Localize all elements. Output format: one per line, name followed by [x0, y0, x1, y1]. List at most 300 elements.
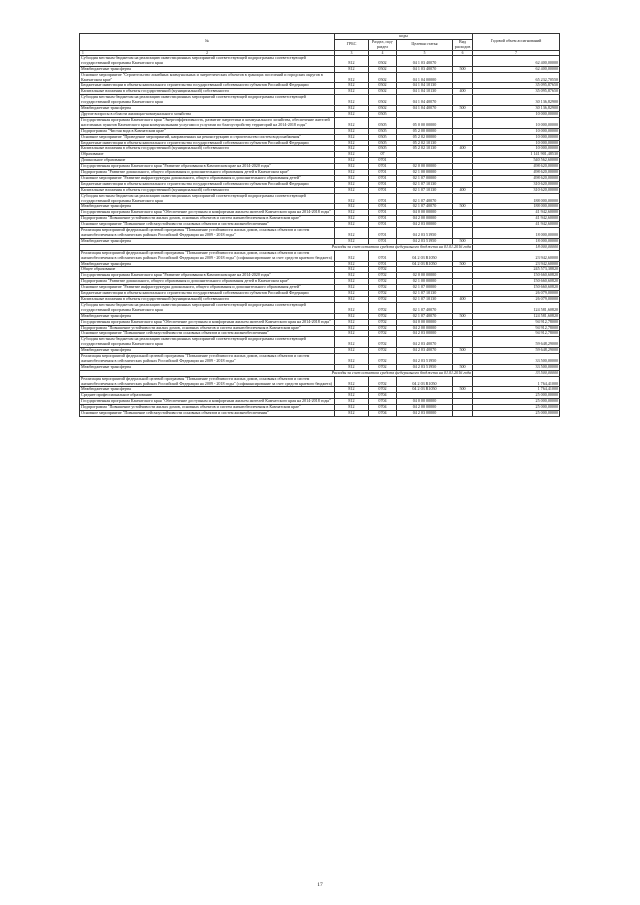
row-sum: 41 942,60000 [473, 216, 560, 222]
row-grbs: 812 [335, 175, 369, 181]
row-rzpr: 0702 [369, 387, 397, 393]
note-sum: 33 500,00000 [473, 370, 560, 376]
row-name: Основное мероприятие "Строительство линейных коммунальных и энергетических объектов в границах поселений и городских округов в Камчатском крае" [80, 72, 335, 83]
colnum-4: 4 [369, 50, 397, 55]
row-rzpr: 0702 [369, 364, 397, 370]
row-rzpr: 0702 [369, 302, 397, 313]
row-csr: 04 1 04 10130 [397, 83, 453, 89]
row-sum: 25 000,00000 [473, 393, 560, 399]
row-grbs: 812 [335, 313, 369, 319]
table-row [80, 55, 560, 66]
row-csr: 04 2 00 00000 [397, 216, 453, 222]
row-name: Основное мероприятие "Повышение сейсмоустойчивости основных объектов и систем жизнеобеспечения" [80, 222, 335, 228]
row-name: Капитальные вложения в объекты государственной (муниципальной) собственности [80, 89, 335, 95]
row-csr: 04 2 00 00000 [397, 325, 453, 331]
row-sum: 498 620,00000 [473, 170, 560, 176]
row-vr: 500 [453, 204, 473, 210]
row-name: Субсидия местным бюджетам на реализацию инвестиционных мероприятий соответствующей подпрограммы соответствующей государственной программы Камчатского края [80, 302, 335, 313]
row-csr: 04 0 00 00000 [397, 319, 453, 325]
row-rzpr: 0704 [369, 411, 397, 417]
row-grbs: 812 [335, 319, 369, 325]
row-sum: 94 912,78000 [473, 319, 560, 325]
row-grbs: 812 [335, 291, 369, 297]
table-row [80, 193, 560, 204]
row-vr: 500 [453, 364, 473, 370]
row-name: Бюджетные инвестиции в объекты капитального строительства государственной собственности субъектов Российской Федерации [80, 291, 335, 297]
row-csr: 04 0 00 00000 [397, 399, 453, 405]
row-name: Основное мероприятие "Развитие инфраструктуры дошкольного, общего образования и дополнительного образования детей" [80, 285, 335, 291]
budget-table [79, 33, 560, 417]
row-rzpr: 0701 [369, 210, 397, 216]
row-grbs: 812 [335, 66, 369, 72]
row-vr: 500 [453, 238, 473, 244]
table-row [80, 337, 560, 348]
row-csr: 04 2 03 R1050 [397, 250, 453, 261]
row-csr: 04 2 03 51950 [397, 238, 453, 244]
row-name: Подпрограмма "Чистая вода в Камчатском крае" [80, 128, 335, 134]
row-name: Межбюджетные трансферты [80, 66, 335, 72]
row-sum: 59 648,29000 [473, 337, 560, 348]
row-csr: 04 2 03 00000 [397, 331, 453, 337]
row-sum: 150 660,60820 [473, 279, 560, 285]
row-csr: 04 2 03 00000 [397, 222, 453, 228]
row-csr: 04 2 03 40070 [397, 348, 453, 354]
row-sum: 23 942,60000 [473, 261, 560, 267]
row-rzpr: 0702 [369, 354, 397, 365]
colnum-1-2 [80, 50, 335, 55]
row-vr: 500 [453, 66, 473, 72]
row-csr: 02 1 00 00000 [397, 170, 453, 176]
row-csr: 02 1 07 10130 [397, 181, 453, 187]
row-grbs: 812 [335, 89, 369, 95]
row-name: Реализация мероприятий федеральной целевой программы "Повышение устойчивости жилых домов, основных объектов и систем жизнеобеспечения в сейсмических районах Российской Федерации на 2009 - 2018 годы" [80, 228, 335, 239]
row-name: Субсидия местным бюджетам на реализацию инвестиционных мероприятий соответствующей подпрограммы соответствующей государственной программы Камчатского края [80, 55, 335, 66]
row-sum: 23 942,60000 [473, 250, 560, 261]
row-rzpr: 0702 [369, 279, 397, 285]
row-rzpr: 0702 [369, 331, 397, 337]
row-sum: 25 000,00000 [473, 399, 560, 405]
row-vr [453, 337, 473, 348]
row-grbs: 812 [335, 128, 369, 134]
row-csr: 05 2 02 00000 [397, 134, 453, 140]
row-name: Бюджетные инвестиции в объекты капитального строительства государственной собственности субъектов Российской Федерации [80, 140, 335, 146]
row-vr: 400 [453, 89, 473, 95]
row-grbs: 812 [335, 238, 369, 244]
row-rzpr: 0702 [369, 325, 397, 331]
row-name: Государственная программа Камчатского края "Обеспечение доступным и комфортным жильем жителей Камчатского края на 2014-2018 годы" [80, 399, 335, 405]
row-csr: 02 1 07 00000 [397, 175, 453, 181]
row-sum: 30 136,82900 [473, 106, 560, 112]
row-vr [453, 376, 473, 387]
row-rzpr: 0502 [369, 95, 397, 106]
row-grbs: 812 [335, 337, 369, 348]
row-name: Реализация мероприятий федеральной целевой программы "Повышение устойчивости жилых домов, основных объектов и систем жизнеобеспечения в сейсмических районах Российской Федерации на 2009 - 2018 годы" [80, 354, 335, 365]
row-rzpr: 0704 [369, 399, 397, 405]
row-rzpr: 0702 [369, 313, 397, 319]
row-name: Межбюджетные трансферты [80, 387, 335, 393]
row-csr: 02 1 07 10130 [397, 187, 453, 193]
note-sum: 18 000,00000 [473, 244, 560, 250]
row-name: Межбюджетные трансферты [80, 364, 335, 370]
row-rzpr: 0701 [369, 222, 397, 228]
row-vr: 500 [453, 106, 473, 112]
row-vr: 400 [453, 296, 473, 302]
row-csr: 04 1 03 40070 [397, 66, 453, 72]
row-sum: 18 000,00000 [473, 228, 560, 239]
header-rzpr: Раздел, под-раздел [369, 39, 397, 50]
row-csr: 04 2 03 40070 [397, 337, 453, 348]
row-sum: 150 660,60820 [473, 273, 560, 279]
row-grbs: 812 [335, 228, 369, 239]
row-csr: 04 1 04 40070 [397, 106, 453, 112]
header-no: № [80, 34, 335, 51]
row-grbs: 812 [335, 146, 369, 152]
row-sum: 62 400,00000 [473, 55, 560, 66]
row-name: Реализация мероприятий федеральной целевой программы "Повышение устойчивости жилых домов, основных объектов и систем жизнеобеспечения в сейсмических районах Российской Федерации на 2009 - 2018 годы" (софинансирование за счет средств краевого бюджета) [80, 250, 335, 261]
row-name: Основное мероприятие "Повышение сейсмоустойчивости основных объектов и систем жизнеобеспечения" [80, 411, 335, 417]
row-csr: 02 1 07 40070 [397, 193, 453, 204]
row-rzpr: 0701 [369, 261, 397, 267]
row-vr [453, 411, 473, 417]
row-vr: 500 [453, 313, 473, 319]
row-name: Подпрограмма "Повышение устойчивости жилых домов, основных объектов и систем жизнеобеспечения в Камчатском крае" [80, 405, 335, 411]
row-sum: 310 620,00000 [473, 187, 560, 193]
row-csr: 02 1 07 40070 [397, 204, 453, 210]
row-name: Государственная программа Камчатского края "Обеспечение доступным и комфортным жильем жителей Камчатского края на 2014-2018 годы" [80, 319, 335, 325]
table-row [80, 302, 560, 313]
row-csr: 04 0 00 00000 [397, 210, 453, 216]
row-rzpr: 0702 [369, 348, 397, 354]
row-name: Государственная программа Камчатского края "Энергоэффективность, развитие энергетики и коммунального хозяйства, обеспечение жителей населенных пунктов Камчатского края коммунальными услугами и услугами по благоустройству территорий на 2014-2018 годы" [80, 117, 335, 128]
table-body [80, 55, 560, 416]
row-sum: 10 000,00000 [473, 117, 560, 128]
row-csr: 04 2 03 51950 [397, 354, 453, 365]
row-grbs: 812 [335, 170, 369, 176]
colnum-5: 5 [397, 50, 453, 55]
row-vr: 400 [453, 187, 473, 193]
row-grbs: 812 [335, 399, 369, 405]
row-grbs: 812 [335, 267, 369, 273]
row-sum: 26 079,00000 [473, 296, 560, 302]
colnum-6: 6 [453, 50, 473, 55]
row-grbs: 812 [335, 273, 369, 279]
row-rzpr: 0701 [369, 158, 397, 164]
row-name: Подпрограмма "Развитие дошкольного, общего образования и дополнительного образования детей в Камчатском крае" [80, 170, 335, 176]
note-text: Расходы за счет остатков средств федерального бюджета на 01.01.2016 года [80, 370, 473, 376]
row-csr: 04 2 03 51950 [397, 364, 453, 370]
row-name: Бюджетные инвестиции в объекты капитального строительства государственной собственности субъектов Российской Федерации [80, 181, 335, 187]
row-rzpr: 0701 [369, 228, 397, 239]
row-grbs: 812 [335, 393, 369, 399]
row-csr: 04 2 03 R1050 [397, 376, 453, 387]
header-csr: Целевая статья [397, 39, 453, 50]
row-grbs: 812 [335, 302, 369, 313]
table-row [80, 250, 560, 261]
row-name: Межбюджетные трансферты [80, 238, 335, 244]
row-name: Основное мероприятие "Проведение мероприятий, направленных на реконструкцию и строительство систем водоснабжения" [80, 134, 335, 140]
row-sum: 25 000,00000 [473, 411, 560, 417]
row-sum: 540 562,60000 [473, 158, 560, 164]
row-name: Образование [80, 152, 335, 158]
row-vr [453, 55, 473, 66]
row-vr: 500 [453, 387, 473, 393]
row-sum: 498 620,00000 [473, 175, 560, 181]
row-name: Капитальные вложения в объекты государственной (муниципальной) собственности [80, 296, 335, 302]
row-sum: 10 000,00000 [473, 128, 560, 134]
row-csr: 04 2 03 51950 [397, 228, 453, 239]
row-csr: 04 2 03 00000 [397, 411, 453, 417]
header-codes: коды [335, 34, 473, 40]
row-grbs: 812 [335, 152, 369, 158]
row-rzpr: 0502 [369, 55, 397, 66]
row-sum: 35 095,87650 [473, 83, 560, 89]
row-rzpr: 0701 [369, 164, 397, 170]
row-name: Межбюджетные трансферты [80, 204, 335, 210]
row-rzpr: 0502 [369, 66, 397, 72]
row-name: Реализация мероприятий федеральной целевой программы "Повышение устойчивости жилых домов, основных объектов и систем жизнеобеспечения в сейсмических районах Российской Федерации на 2009 - 2018 годы" (софинансирование за счет средств краевого бюджета) [80, 376, 335, 387]
row-sum: 498 620,00000 [473, 164, 560, 170]
row-rzpr: 0702 [369, 319, 397, 325]
row-grbs: 812 [335, 83, 369, 89]
row-csr: 04 1 04 40070 [397, 95, 453, 106]
row-rzpr: 0502 [369, 106, 397, 112]
header-row-1 [80, 34, 560, 40]
row-name: Субсидия местным бюджетам на реализацию инвестиционных мероприятий соответствующей подпрограммы соответствующей государственной программы Камчатского края [80, 337, 335, 348]
row-vr [453, 250, 473, 261]
row-grbs: 812 [335, 405, 369, 411]
row-vr [453, 228, 473, 239]
row-csr: 04 2 03 R1050 [397, 387, 453, 393]
row-name: Капитальные вложения в объекты государственной (муниципальной) собственности [80, 146, 335, 152]
row-csr: 02 1 07 10130 [397, 291, 453, 297]
row-name: Дошкольное образование [80, 158, 335, 164]
row-rzpr: 0502 [369, 89, 397, 95]
row-vr [453, 72, 473, 83]
row-name: Капитальные вложения в объекты государственной (муниципальной) собственности [80, 187, 335, 193]
row-sum: 26 079,00000 [473, 291, 560, 297]
row-grbs: 812 [335, 193, 369, 204]
row-grbs: 812 [335, 140, 369, 146]
row-grbs: 812 [335, 210, 369, 216]
row-sum: 1 764,41000 [473, 387, 560, 393]
table-row [80, 228, 560, 239]
row-grbs: 812 [335, 285, 369, 291]
row-csr: 04 1 03 40070 [397, 55, 453, 66]
row-name: Субсидия местным бюджетам на реализацию инвестиционных мероприятий соответствующей подпрограммы соответствующей государственной программы Камчатского края [80, 193, 335, 204]
row-grbs: 812 [335, 134, 369, 140]
row-vr: 400 [453, 146, 473, 152]
row-csr: 04 2 03 R1050 [397, 261, 453, 267]
table-row [80, 117, 560, 128]
row-name: Межбюджетные трансферты [80, 348, 335, 354]
row-rzpr: 0701 [369, 216, 397, 222]
row-grbs: 812 [335, 222, 369, 228]
row-grbs: 812 [335, 296, 369, 302]
row-vr [453, 354, 473, 365]
row-vr [453, 117, 473, 128]
row-grbs: 812 [335, 250, 369, 261]
row-rzpr: 0702 [369, 291, 397, 297]
row-grbs: 812 [335, 187, 369, 193]
row-vr [453, 302, 473, 313]
row-rzpr: 0505 [369, 117, 397, 128]
row-name: Государственная программа Камчатского края "Обеспечение доступным и комфортным жильем жителей Камчатского края на 2014-2018 годы" [80, 210, 335, 216]
row-name: Подпрограмма "Развитие дошкольного, общего образования и дополнительного образования детей в Камчатском крае" [80, 279, 335, 285]
row-sum: 30 136,82900 [473, 95, 560, 106]
row-rzpr: 0701 [369, 181, 397, 187]
row-sum: 1 141 901,48530 [473, 152, 560, 158]
row-sum: 1 764,41000 [473, 376, 560, 387]
table-row [80, 72, 560, 83]
table-row [80, 95, 560, 106]
row-name: Общее образование [80, 267, 335, 273]
row-csr: 04 1 04 00000 [397, 72, 453, 83]
row-csr: 02 0 00 00000 [397, 273, 453, 279]
row-name: Подпрограмма "Повышение устойчивости жилых домов, основных объектов и систем жизнеобеспечения в Камчатском крае" [80, 325, 335, 331]
row-csr: 02 1 07 40070 [397, 313, 453, 319]
row-rzpr: 0702 [369, 285, 397, 291]
row-sum: 10 000,00000 [473, 140, 560, 146]
row-csr: 02 1 07 40070 [397, 302, 453, 313]
row-csr: 02 0 00 00000 [397, 164, 453, 170]
row-rzpr: 0701 [369, 170, 397, 176]
row-sum: 35 095,87650 [473, 89, 560, 95]
row-grbs: 812 [335, 204, 369, 210]
table-row [80, 411, 560, 417]
row-grbs: 812 [335, 348, 369, 354]
page-number: 17 [317, 882, 323, 888]
row-rzpr: 0505 [369, 111, 397, 117]
row-rzpr: 0701 [369, 175, 397, 181]
colnum-7: 7 [473, 50, 560, 55]
row-name: Среднее профессиональное образование [80, 393, 335, 399]
row-name: Государственная программа Камчатского края "Развитие образования в Камчатском крае на 2014-2020 годы" [80, 164, 335, 170]
row-sum: 150 660,60820 [473, 285, 560, 291]
row-sum: 10 000,00000 [473, 134, 560, 140]
row-csr: 02 1 00 00000 [397, 279, 453, 285]
row-sum: 245 573,38820 [473, 267, 560, 273]
row-name: Основное мероприятие "Повышение сейсмоустойчивости основных объектов и систем жизнеобеспечения" [80, 331, 335, 337]
row-sum: 33 500,00000 [473, 364, 560, 370]
row-rzpr: 0702 [369, 376, 397, 387]
row-csr: 05 0 00 00000 [397, 117, 453, 128]
header-vr: Вид расходов [453, 39, 473, 50]
row-rzpr: 0702 [369, 337, 397, 348]
row-grbs: 812 [335, 387, 369, 393]
row-sum: 25 000,00000 [473, 405, 560, 411]
row-name: Другие вопросы в области жилищно-коммунального хозяйства [80, 111, 335, 117]
row-rzpr: 0701 [369, 204, 397, 210]
row-name: Бюджетные инвестиции в объекты капитального строительства государственной собственности субъектов Российской Федерации [80, 83, 335, 89]
row-sum: 18 000,00000 [473, 238, 560, 244]
row-rzpr: 0702 [369, 267, 397, 273]
note-text: Расходы за счет остатков средств федерального бюджета на 01.01.2016 года [80, 244, 473, 250]
row-vr [453, 95, 473, 106]
row-rzpr: 0702 [369, 273, 397, 279]
row-csr: 04 2 00 00000 [397, 405, 453, 411]
row-grbs: 812 [335, 279, 369, 285]
row-name: Подпрограмма "Повышение устойчивости жилых домов, основных объектов и систем жизнеобеспечения в Камчатском крае" [80, 216, 335, 222]
colnum-1: 1 [82, 50, 84, 55]
row-name: Субсидия местным бюджетам на реализацию инвестиционных мероприятий соответствующей подпрограммы соответствующей государственной программы Камчатского края [80, 95, 335, 106]
row-rzpr: 0502 [369, 83, 397, 89]
row-grbs: 812 [335, 95, 369, 106]
row-sum: 59 648,29000 [473, 348, 560, 354]
row-csr: 05 2 02 10130 [397, 140, 453, 146]
row-rzpr: 0505 [369, 128, 397, 134]
row-sum: 310 620,00000 [473, 181, 560, 187]
row-sum: 10 000,00000 [473, 111, 560, 117]
colnum-2: 2 [206, 50, 208, 55]
row-sum: 188 000,00000 [473, 204, 560, 210]
row-name: Основное мероприятие "Развитие инфраструктуры дошкольного, общего образования и дополнительного образования детей" [80, 175, 335, 181]
row-rzpr: 0701 [369, 250, 397, 261]
row-grbs: 812 [335, 106, 369, 112]
row-grbs: 812 [335, 55, 369, 66]
row-vr: 500 [453, 261, 473, 267]
row-sum: 33 500,00000 [473, 354, 560, 365]
row-sum: 41 942,60000 [473, 222, 560, 228]
row-sum: 94 912,78000 [473, 331, 560, 337]
row-rzpr: 0704 [369, 393, 397, 399]
row-csr: 05 2 00 00000 [397, 128, 453, 134]
row-rzpr: 0505 [369, 140, 397, 146]
row-sum: 94 912,78000 [473, 325, 560, 331]
row-rzpr: 0704 [369, 405, 397, 411]
row-name: Межбюджетные трансферты [80, 106, 335, 112]
row-csr: 04 1 04 10130 [397, 89, 453, 95]
row-grbs: 812 [335, 72, 369, 83]
colnum-3: 3 [335, 50, 369, 55]
row-rzpr: 0701 [369, 193, 397, 204]
row-sum: 124 581,60820 [473, 313, 560, 319]
row-sum: 41 942,60000 [473, 210, 560, 216]
row-rzpr: 0701 [369, 187, 397, 193]
row-sum: 62 400,00000 [473, 66, 560, 72]
row-rzpr: 0505 [369, 134, 397, 140]
row-csr: 02 1 07 10130 [397, 296, 453, 302]
table-row [80, 354, 560, 365]
row-grbs: 812 [335, 261, 369, 267]
row-sum: 124 581,60820 [473, 302, 560, 313]
row-grbs: 812 [335, 158, 369, 164]
budget-sheet [79, 33, 559, 417]
row-rzpr: 07 [369, 152, 397, 158]
row-grbs: 812 [335, 331, 369, 337]
row-grbs: 812 [335, 364, 369, 370]
table-row [80, 376, 560, 387]
row-rzpr: 0702 [369, 296, 397, 302]
row-grbs: 812 [335, 411, 369, 417]
row-vr [453, 193, 473, 204]
row-rzpr: 0701 [369, 238, 397, 244]
row-grbs: 812 [335, 111, 369, 117]
header-grbs: ГРБС [335, 39, 369, 50]
row-sum: 188 000,00000 [473, 193, 560, 204]
row-csr: 02 1 07 00000 [397, 285, 453, 291]
row-grbs: 812 [335, 325, 369, 331]
header-sum: Годовой объем ассигнований [473, 34, 560, 51]
row-grbs: 812 [335, 181, 369, 187]
row-csr: 05 2 02 10130 [397, 146, 453, 152]
row-grbs: 812 [335, 216, 369, 222]
row-name: Межбюджетные трансферты [80, 261, 335, 267]
row-grbs: 812 [335, 354, 369, 365]
row-vr: 500 [453, 348, 473, 354]
row-grbs: 812 [335, 376, 369, 387]
row-name: Межбюджетные трансферты [80, 313, 335, 319]
row-grbs: 812 [335, 164, 369, 170]
